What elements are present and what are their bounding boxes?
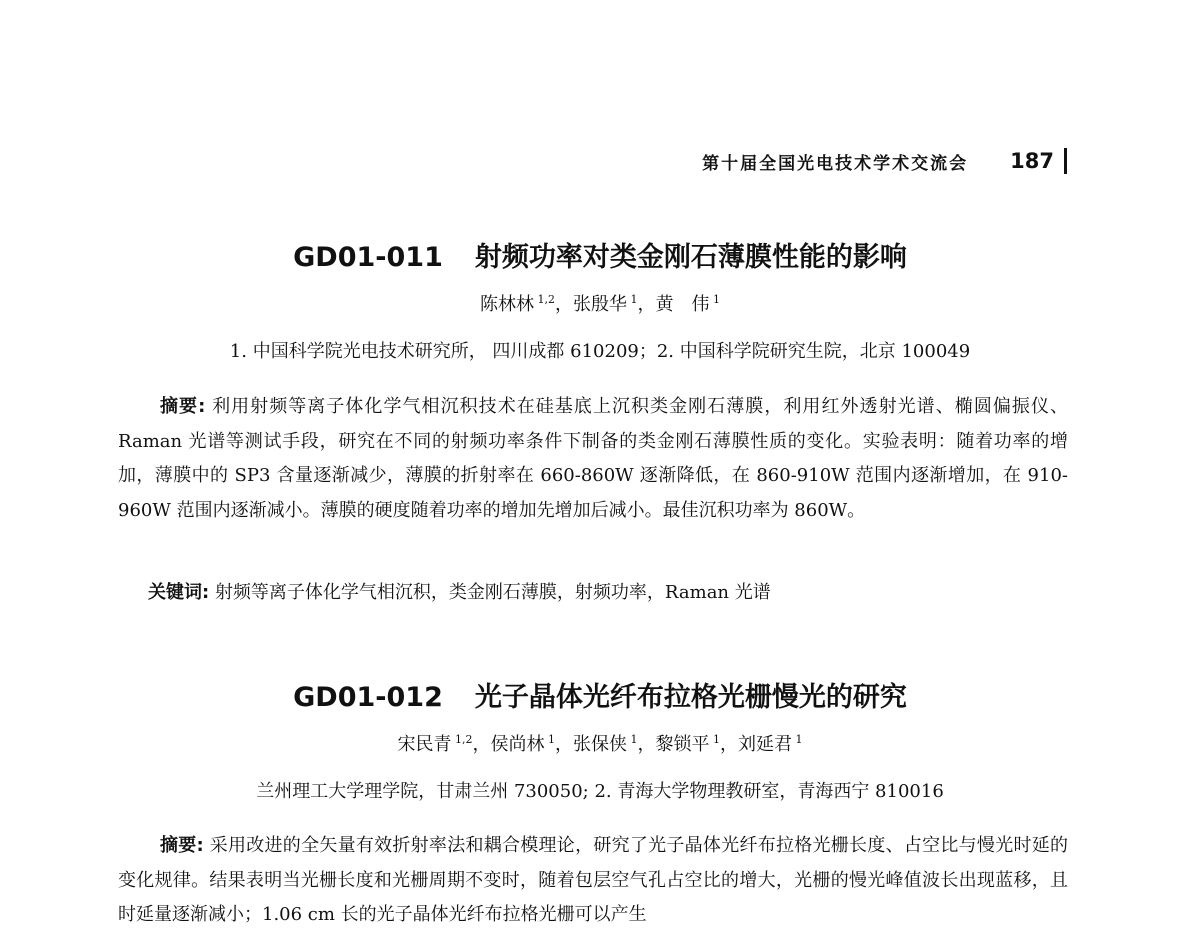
author-affiliation-marker: 1 bbox=[792, 733, 803, 746]
paper-2-title-text: 光子晶体光纤布拉格光栅慢光的研究 bbox=[474, 682, 907, 713]
author-separator: ， bbox=[720, 734, 738, 755]
author-separator: ， bbox=[555, 294, 573, 315]
author-separator: ， bbox=[637, 294, 656, 315]
paper-2-authors bbox=[0, 730, 1200, 756]
paper-1-abstract-text: 利用射频等离子体化学气相沉积技术在硅基底上沉积类金刚石薄膜，利用红外透射光谱、椭圆偏振仪、Raman 光谱等测试手段，研究在不同的射频功率条件下制备的类金刚石薄膜性质的变化。实验表明：随着功率的增加，薄膜中的 SP3 含量逐渐减少，薄膜的折射率在 660-860W 逐渐降低，在 860-910W 范围内逐渐增加，在 910-960W 范围内逐渐减小。薄膜的硬度随着功率的增加先增加后减小。最佳沉积功率为 860W。 bbox=[118, 396, 1068, 521]
author-affiliation-marker: 1,2 bbox=[451, 733, 473, 746]
author-affiliation-marker: 1 bbox=[627, 733, 638, 746]
paper-2-affiliation: 兰州理工大学理学院，甘肃兰州 730050; 2. 青海大学物理教研室，青海西宁 810016 bbox=[256, 781, 944, 802]
author-name: 侯尚林 bbox=[490, 734, 545, 755]
paper-1-title-text: 射频功率对类金刚石薄膜性能的影响 bbox=[474, 242, 907, 273]
author-affiliation-marker: 1 bbox=[709, 733, 720, 746]
running-header bbox=[702, 148, 1067, 174]
paper-1-affiliation: 1. 中国科学院光电技术研究所， 四川成都 610209；2. 中国科学院研究生院，北京 100049 bbox=[229, 341, 971, 362]
author-separator: ， bbox=[472, 734, 491, 755]
author-affiliation-marker: 1 bbox=[627, 293, 638, 306]
paper-1-abstract bbox=[118, 390, 1068, 528]
paper-2-abstract bbox=[118, 829, 1068, 933]
author-name: 张殷华 bbox=[573, 294, 627, 315]
author-affiliation-marker: 1 bbox=[709, 293, 720, 306]
page-number: 187 bbox=[1010, 149, 1054, 173]
paper-2-code: GD01-012 bbox=[293, 682, 443, 713]
conference-name: 第十届全国光电技术学术交流会 bbox=[702, 153, 969, 174]
author-affiliation-marker: 1 bbox=[544, 733, 555, 746]
paper-1-code: GD01-011 bbox=[293, 242, 443, 273]
author-name: 宋民青 bbox=[397, 734, 452, 755]
paper-1-keywords bbox=[148, 578, 771, 604]
author-separator: ， bbox=[555, 734, 573, 755]
paper-1-keywords-text: 射频等离子体化学气相沉积，类金刚石薄膜，射频功率，Raman 光谱 bbox=[214, 582, 771, 603]
paper-2-abstract-text: 采用改进的全矢量有效折射率法和耦合模理论，研究了光子晶体光纤布拉格光栅长度、占空比与慢光时延的变化规律。结果表明当光栅长度和光栅周期不变时，随着包层空气孔占空比的增大，光栅的慢光峰值波长出现蓝移，且时延量逐渐减小；1.06 cm 长的光子晶体光纤布拉格光栅可以产生 bbox=[118, 835, 1068, 925]
author-name: 陈林林 bbox=[480, 294, 534, 315]
paper-1-title bbox=[0, 235, 1200, 274]
author-affiliation-marker: 1,2 bbox=[534, 293, 555, 306]
paper-1-authors bbox=[0, 290, 1200, 316]
author-name: 黎锁平 bbox=[655, 734, 710, 755]
author-separator: ， bbox=[637, 734, 656, 755]
header-bar bbox=[1064, 148, 1067, 174]
paper-1-abstract-label: 摘要: bbox=[160, 396, 206, 417]
paper-1-keywords-label: 关键词: bbox=[148, 582, 210, 603]
paper-2-title bbox=[0, 675, 1200, 714]
author-name: 刘延君 bbox=[738, 734, 792, 755]
paper-2-abstract-label: 摘要: bbox=[160, 835, 204, 856]
author-name: 张保侠 bbox=[573, 734, 627, 755]
author-name: 黄 伟 bbox=[655, 294, 710, 315]
